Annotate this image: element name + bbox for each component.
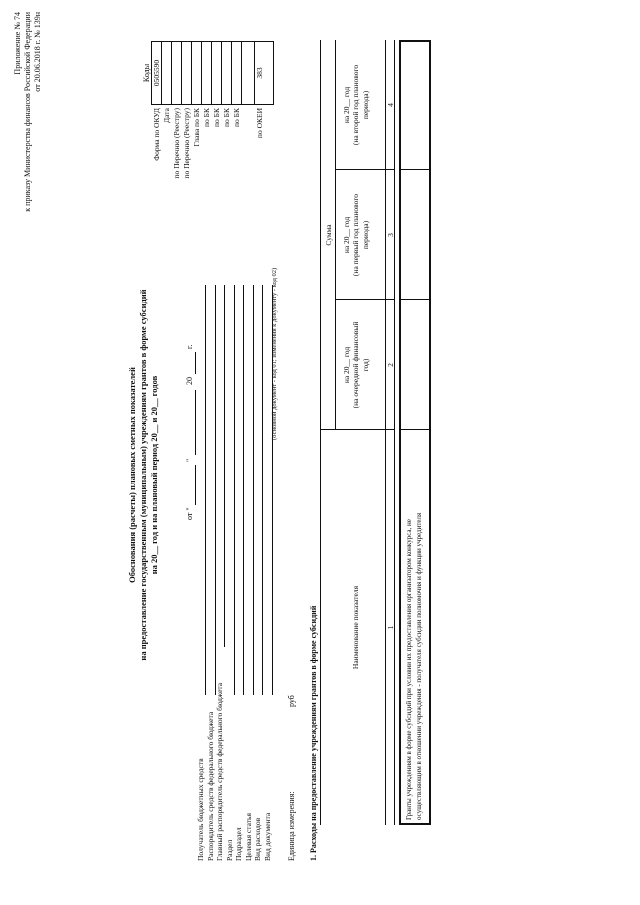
appendix-order: к приказу Министерства финансов Российской Федерации bbox=[23, 12, 32, 212]
code-value: 383 bbox=[254, 67, 264, 79]
code-label: по БК bbox=[201, 108, 211, 127]
field-input-line[interactable] bbox=[253, 285, 254, 695]
code-label: по ОКЕИ bbox=[254, 108, 264, 139]
field-input-line[interactable] bbox=[272, 285, 273, 695]
col-num-1: 1 bbox=[386, 625, 395, 630]
appendix-number: Приложение № 74 bbox=[13, 12, 22, 75]
field-input-line[interactable] bbox=[262, 285, 263, 695]
sum-header: Сумма bbox=[324, 224, 333, 246]
field-input-line[interactable] bbox=[215, 285, 216, 695]
document-type-note: (основной документ - код 01; изменения к документу - код 02) bbox=[271, 267, 278, 440]
code-label: по Перечню (Реестру) bbox=[181, 108, 191, 179]
code-label: по БК bbox=[231, 108, 241, 127]
field-label: Вид документа bbox=[262, 812, 272, 861]
codes-header: Коды bbox=[142, 63, 151, 83]
col-name-header: Наименование показателя bbox=[351, 585, 360, 670]
form-period: на 20__ год и на плановый период 20__ и 20__ годов bbox=[149, 375, 159, 575]
field-input-line[interactable] bbox=[205, 285, 206, 695]
field-label: Главный распорядитель средств федерального бюджета bbox=[215, 682, 224, 861]
form-title: Обоснования (расчеты) плановых сметных показателей bbox=[127, 367, 137, 583]
col-num-3: 3 bbox=[386, 233, 395, 237]
field-label: Целевая статья bbox=[243, 813, 253, 861]
code-label: по БК bbox=[221, 108, 231, 127]
grants-row-text-2: осуществляющим в отношении учреждения - получателя субсидии полномочия и функции учредителя bbox=[415, 512, 423, 820]
rotated-form-sheet: Приложение № 74 к приказу Министерства финансов Российской Федерации от 20.06.2018 г. № 139н Обоснования (расчеты) плановых сметных показателей на предоставление государственным (муниципальным) учреждениям грантов в форме субсидий на 20__ год и на плановый период 20__ и 20__ годов от " " 20 г. Коды (основной документ - код 01; изменения к документу - код 02) Единица измерения: руб 1. Расходы на предоставление учреждениям грантов в форме субсидий Наименование показателя Сумма на 20__ год (на очередной финансовый год) на 20__ год (на первый год планового периода) на 20__ год (на второй год планового периода) 1 2 3 4 Гранты учреждениям в форме субсидий при условии их предоставления организатором конкурса, не осуществляющим в отношении учреждения - получателя субсидии полномочия и функции учредителя Форма по ОКУД 0505590 Дата по Перечню (Реестру) по Перечню (Реестру) Глава по БК по БК по БК по БК по БК по ОКЕИ 383 Получатель бюджетных средств Распорядитель средств федерального бюджета Главный распорядитель средств федерального бюджета Раздел Подраздел Целевая статья Вид расходов Вид документа bbox=[0, 0, 640, 905]
code-value: 0505590 bbox=[151, 59, 161, 87]
code-label: Форма по ОКУД bbox=[151, 108, 161, 161]
field-label: Получатель бюджетных средств bbox=[196, 758, 205, 861]
col-num-2: 2 bbox=[386, 363, 395, 367]
year-2-header: на 20__ год (на первый год планового периода) bbox=[342, 193, 370, 277]
field-input-line[interactable] bbox=[243, 285, 244, 695]
field-label: Вид расходов bbox=[253, 817, 262, 861]
field-label: Раздел bbox=[224, 839, 234, 861]
code-label: по Перечню (Реестру) bbox=[171, 108, 181, 179]
year-3-header: на 20__ год (на второй год планового периода) bbox=[342, 64, 370, 146]
col-num-4: 4 bbox=[386, 103, 395, 107]
appendix-date: от 20.06.2018 г. № 139н bbox=[33, 12, 42, 92]
code-label: по БК bbox=[211, 108, 221, 127]
unit-label: Единица измерения: bbox=[287, 791, 296, 861]
code-label: Глава по БК bbox=[191, 108, 201, 147]
field-label: Распорядитель средств федерального бюджета bbox=[205, 711, 215, 861]
unit-value: руб bbox=[287, 695, 296, 707]
field-input-line[interactable] bbox=[234, 285, 235, 695]
field-label: Подраздел bbox=[234, 827, 243, 861]
form-subtitle: на предоставление государственным (муниципальным) учреждениям грантов в форме субсидий bbox=[138, 289, 148, 661]
code-label: Дата bbox=[161, 108, 171, 123]
grants-row-text-1: Гранты учреждениям в форме субсидий при условии их предоставления организатором конкурса, не bbox=[405, 519, 413, 820]
section-1-title: 1. Расходы на предоставление учреждениям грантов в форме субсидий bbox=[309, 605, 318, 861]
field-input-line[interactable] bbox=[224, 285, 225, 647]
year-1-header: на 20__ год (на очередной финансовый год) bbox=[342, 321, 370, 409]
